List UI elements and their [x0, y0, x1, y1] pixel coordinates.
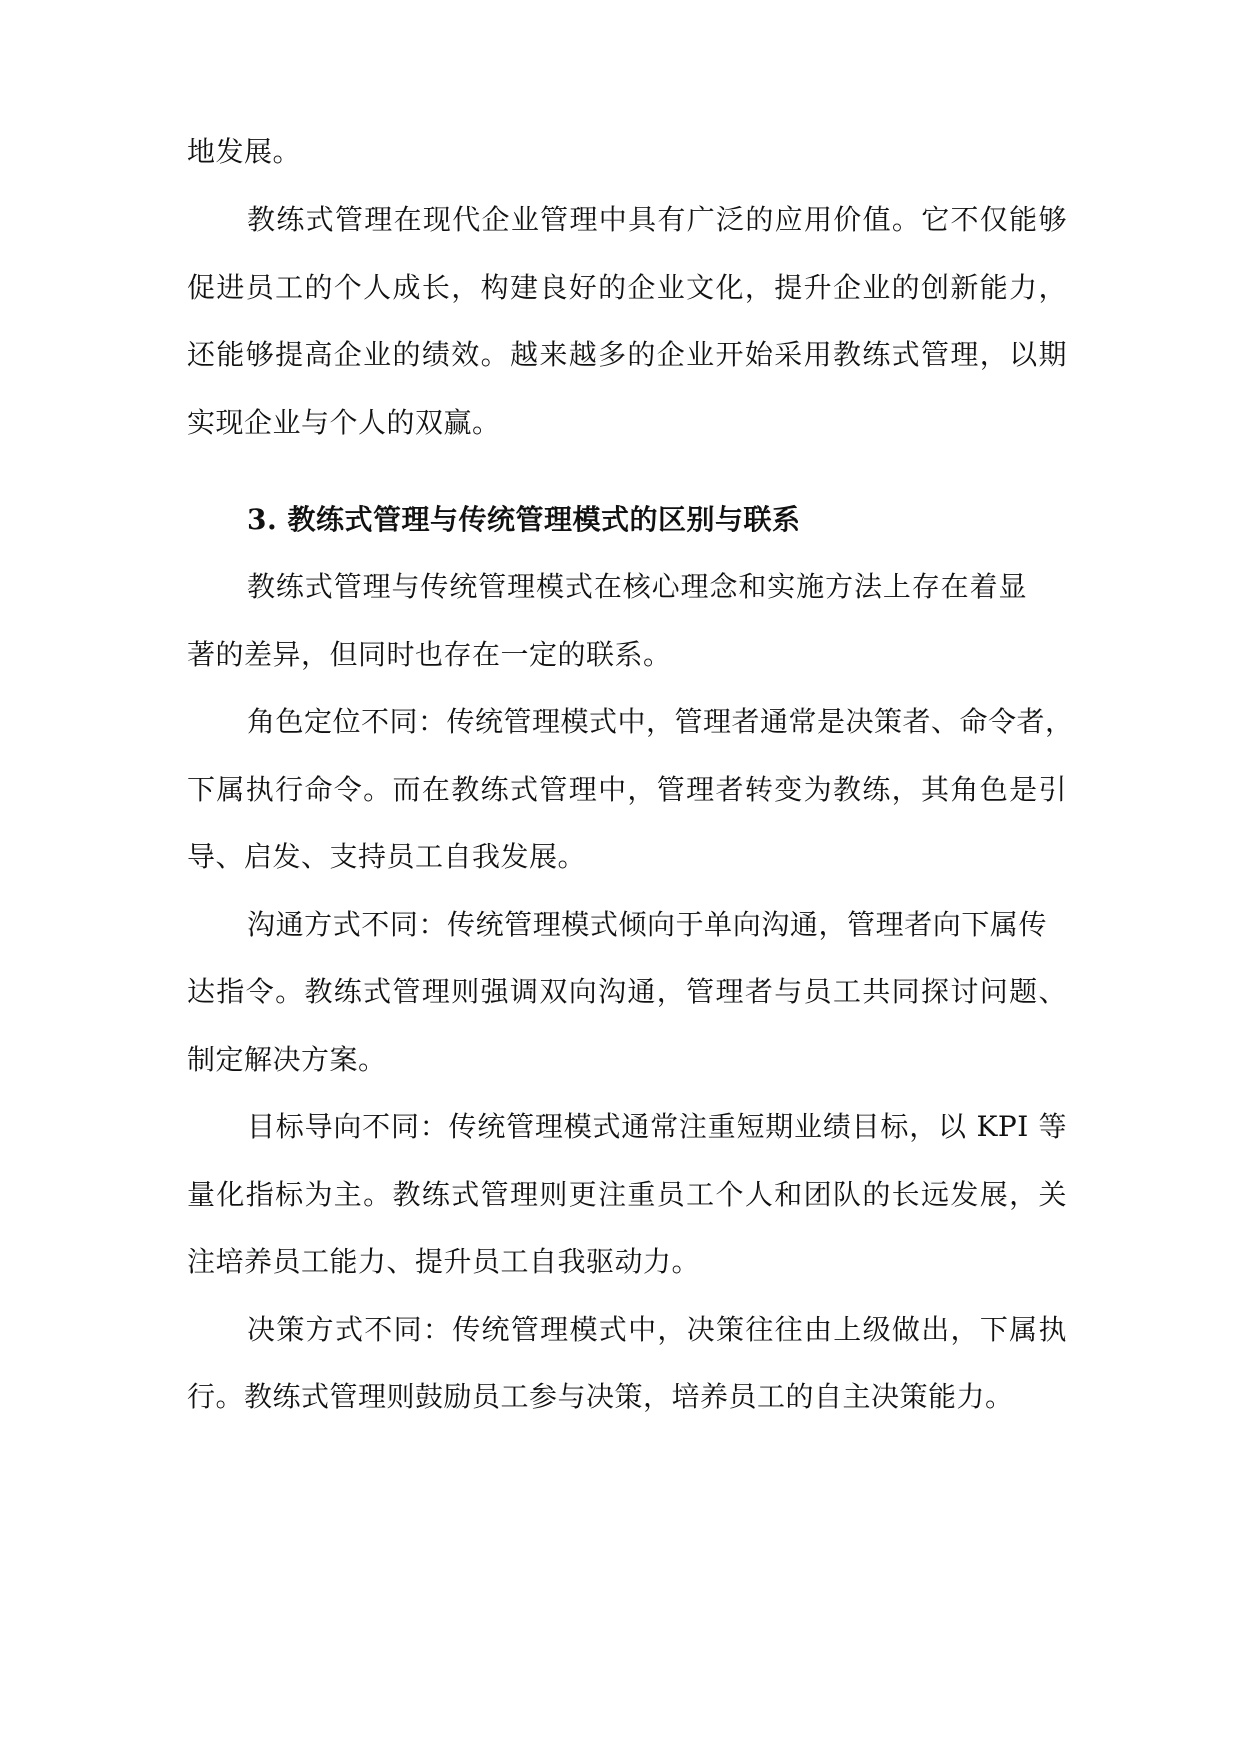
paragraph-line: 还能够提高企业的绩效。越来越多的企业开始采用教练式管理，以期: [187, 338, 1067, 371]
paragraph-line: 量化指标为主。教练式管理则更注重员工个人和团队的长远发展，关: [187, 1178, 1067, 1211]
paragraph-line: 沟通方式不同：传统管理模式倾向于单向沟通，管理者向下属传: [247, 908, 1047, 941]
paragraph-line: 教练式管理在现代企业管理中具有广泛的应用价值。它不仅能够: [247, 203, 1067, 236]
paragraph-line: 实现企业与个人的双赢。: [187, 406, 501, 439]
section-heading: 3. 教练式管理与传统管理模式的区别与联系: [247, 503, 801, 536]
paragraph-line: 地发展。: [187, 135, 302, 168]
paragraph-line: 下属执行命令。而在教练式管理中，管理者转变为教练，其角色是引: [187, 773, 1067, 806]
paragraph-line: 教练式管理与传统管理模式在核心理念和实施方法上存在着显: [247, 570, 1027, 603]
paragraph-line: 角色定位不同：传统管理模式中，管理者通常是决策者、命令者，: [247, 705, 1074, 738]
paragraph-line: 促进员工的个人成长，构建良好的企业文化，提升企业的创新能力，: [187, 271, 1067, 304]
paragraph-line: 注培养员工能力、提升员工自我驱动力。: [187, 1245, 701, 1278]
paragraph-line: 著的差异，但同时也存在一定的联系。: [187, 638, 672, 671]
paragraph-line: 导、启发、支持员工自我发展。: [187, 840, 587, 873]
paragraph-line: 行。教练式管理则鼓励员工参与决策，培养员工的自主决策能力。: [187, 1380, 1014, 1413]
paragraph-line: 目标导向不同：传统管理模式通常注重短期业绩目标，以 KPI 等: [247, 1110, 1067, 1143]
paragraph-line: 达指令。教练式管理则强调双向沟通，管理者与员工共同探讨问题、: [187, 975, 1067, 1008]
paragraph-line: 制定解决方案。: [187, 1043, 387, 1076]
paragraph-line: 决策方式不同：传统管理模式中，决策往往由上级做出，下属执: [247, 1313, 1067, 1346]
